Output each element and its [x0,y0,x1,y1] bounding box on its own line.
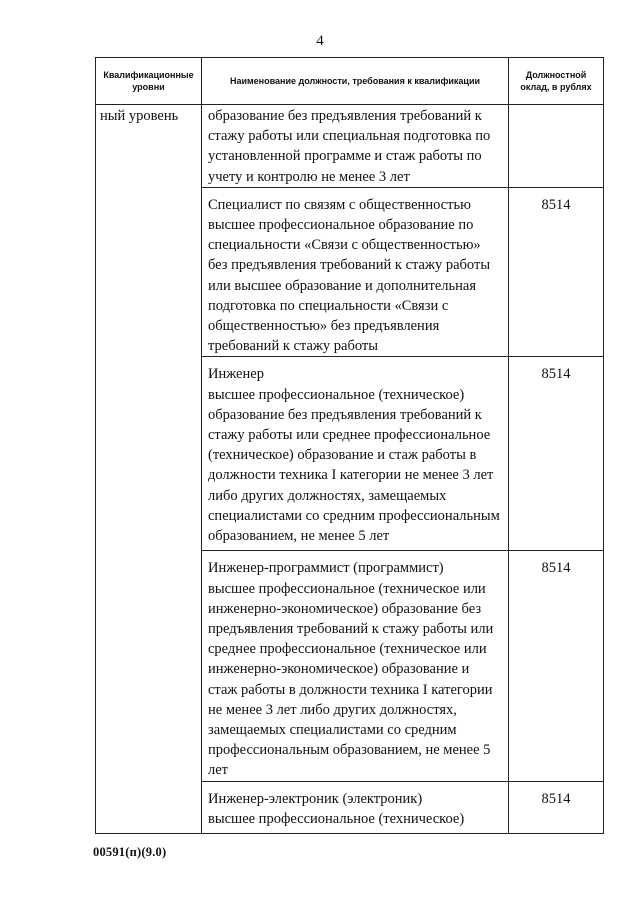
position-line: лет [208,762,229,779]
position-line: должности техника I категории не менее 3 лет [208,467,494,484]
header-salary-line: Должностной [525,70,587,80]
position-line: стажу работы или среднее профессиональное [208,427,491,444]
position-line: предъявления требований к стажу работы или [208,621,494,638]
header-level [96,58,202,105]
position-line: или высшее образование и дополнительная [208,277,477,294]
position-line: специальности «Связи с общественностью» [208,237,481,254]
salary-value: 8514 [541,790,571,807]
position-cell [202,781,509,833]
level-label: ный уровень [100,108,179,124]
position-line: образование без предъявления требований к [208,108,482,124]
position-line: замещаемых специалистами со средним [208,722,457,739]
position-line: подготовка по специальности «Связи с [208,297,449,314]
position-line: учету и контролю не менее 3 лет [208,168,410,185]
header-level-line: уровни [132,82,165,92]
position-cell [202,187,509,357]
position-line: высшее профессиональное образование по [208,217,474,234]
position-line: высшее профессиональное (техническое) [208,386,465,403]
position-line: высшее профессиональное (техническое) [208,810,465,827]
position-line: требований к стажу работы [208,338,378,355]
position-line: не менее 3 лет либо других должностях, [208,701,457,718]
position-line: инженерно-экономическое) образование без [208,600,482,617]
position-line: высшее профессиональное (техническое или [208,580,486,597]
position-line: среднее профессиональное (техническое или [208,641,487,658]
position-line: образование без предъявления требований к [208,406,482,423]
salary-cell [509,781,604,833]
position-line: либо других должностях, замещаемых [208,487,447,504]
salary-cell [509,187,604,357]
salary-cell [509,105,604,188]
page-number: 4 [316,33,324,49]
position-cell [202,551,509,781]
position-title: Специалист по связям с общественностью [208,196,471,213]
table-row [96,105,604,188]
salary-value: 8514 [541,560,571,577]
position-line: без предъявления требований к стажу работы [208,257,491,274]
header-position-text: Наименование должности, требования к квалификации [229,76,481,86]
position-title: Инженер-электроник (электроник) [208,790,423,807]
table-header-row [96,58,604,105]
position-line: общественностью» без предъявления [208,318,440,335]
position-title: Инженер-программист (программист) [208,560,444,577]
header-salary [509,58,604,105]
position-cell [202,357,509,551]
salary-value: 8514 [541,366,571,383]
position-line: стаж работы в должности техника I категории [208,681,493,698]
header-level-line: Квалификационные [103,70,194,80]
salary-cell [509,551,604,781]
level-cell [96,105,202,834]
header-position [202,58,509,105]
qualification-table [95,57,604,834]
position-line: специалистами со средним профессиональным [208,507,500,524]
position-line: инженерно-экономическое) образование и [208,661,470,678]
position-line: стажу работы или специальная подготовка по [208,128,491,145]
position-title: Инженер [208,366,264,383]
salary-cell [509,357,604,551]
position-line: профессиональным образованием, не менее 5 [208,742,491,759]
position-line: (техническое) образование и стаж работы в [208,447,477,464]
salary-value: 8514 [541,196,571,213]
position-line: образованием, не менее 5 лет [208,528,390,545]
document-code: 00591(п)(9.0) [93,845,167,859]
position-line: установленной программе и стаж работы по [208,148,482,165]
position-cell [202,105,509,188]
header-salary-line: оклад, в рублях [520,82,592,92]
